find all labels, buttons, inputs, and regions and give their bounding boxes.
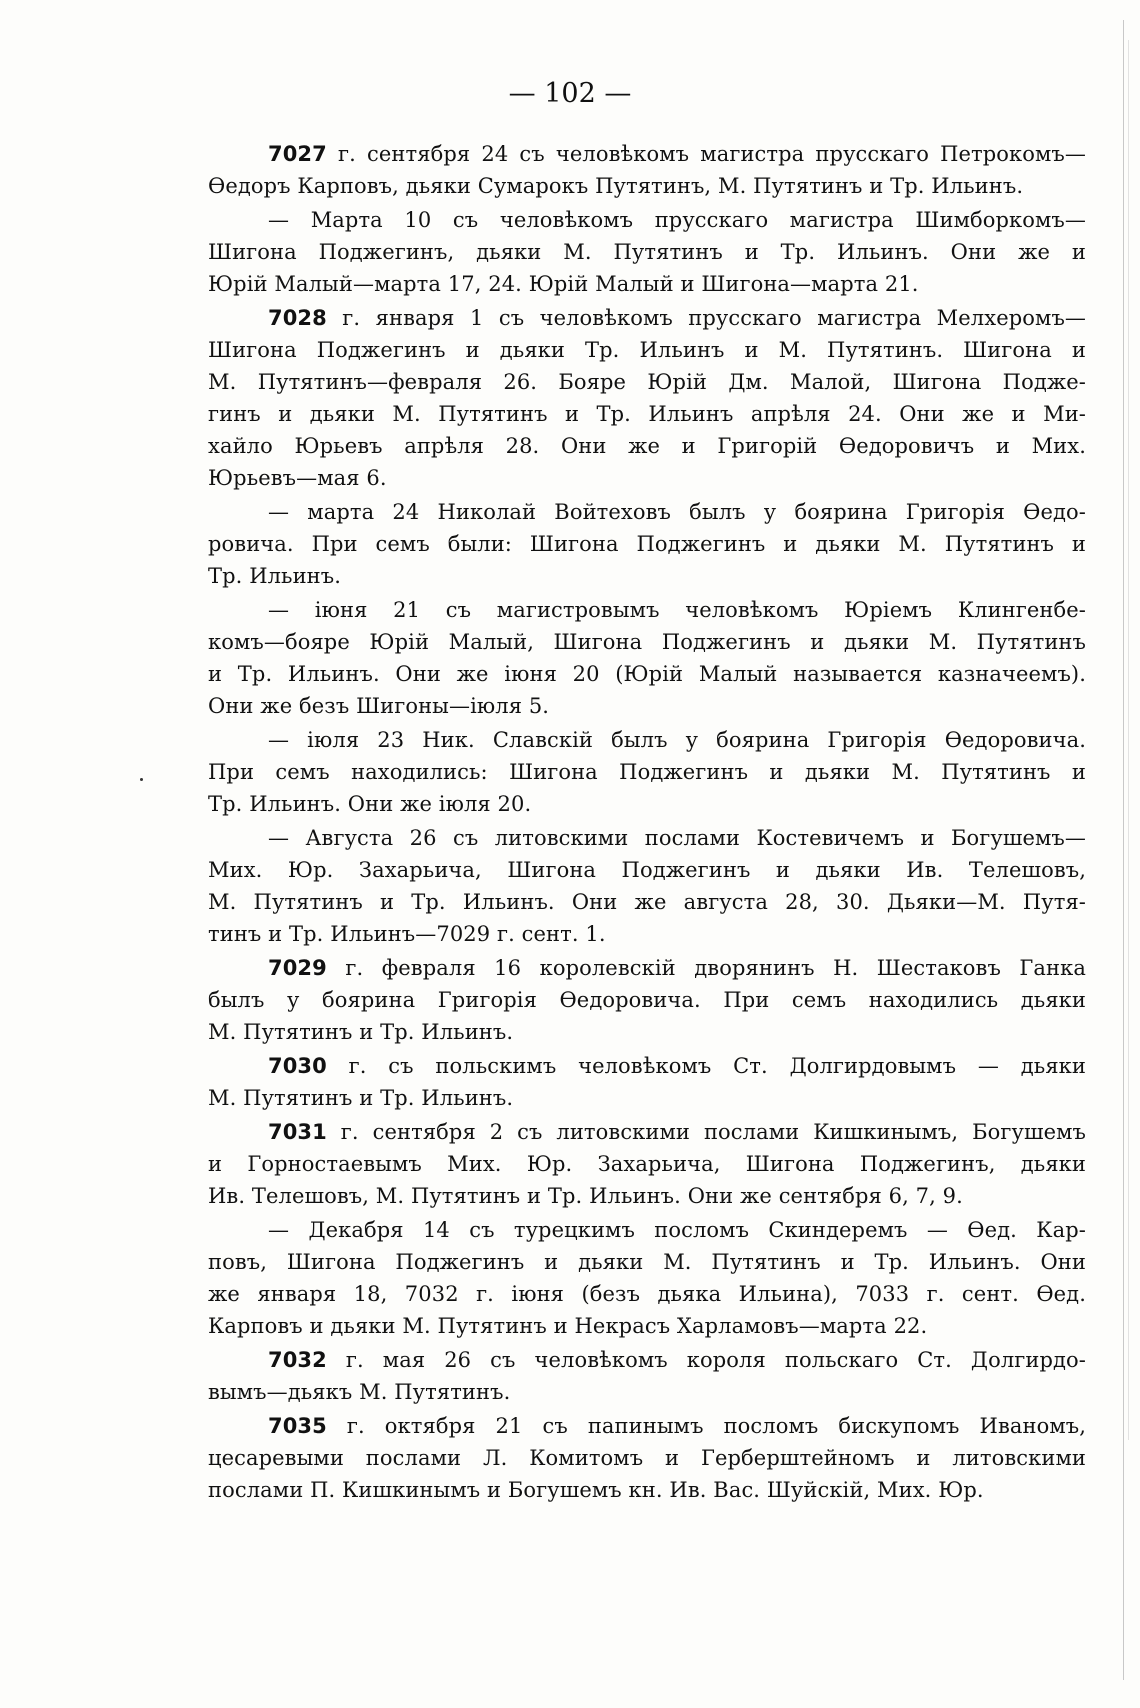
line-text: же января 18, 7032 г. іюня (безъ дьяка Ильина), 7033 г. сент. Өед. bbox=[208, 1282, 1086, 1306]
text-line bbox=[208, 788, 1086, 820]
line-text: — марта 24 Николай Войтеховъ былъ у боярина Григорія Өедо- bbox=[268, 500, 1086, 524]
text-line bbox=[208, 756, 1086, 788]
text-line bbox=[208, 886, 1086, 918]
line-text: г. съ польскимъ человѣкомъ Ст. Долгирдовымъ — дьяки bbox=[326, 1054, 1086, 1078]
scan-speck bbox=[140, 778, 143, 781]
entry-year-7031 bbox=[208, 1116, 1086, 1212]
line-text: Ив. Телешовъ, М. Путятинъ и Тр. Ильинъ. Они же сентября 6, 7, 9. bbox=[208, 1184, 963, 1208]
text-line bbox=[208, 268, 1086, 300]
text-line bbox=[208, 1214, 1086, 1246]
text-line bbox=[208, 594, 1086, 626]
page-edge-line bbox=[1123, 20, 1124, 1680]
text-line bbox=[208, 496, 1086, 528]
line-text: М. Путятинъ—февраля 26. Бояре Юрій Дм. Малой, Шигона Поджe- bbox=[208, 370, 1086, 394]
entry-continuation bbox=[208, 1214, 1086, 1342]
text-line bbox=[208, 1116, 1086, 1148]
entry-year: 7030 bbox=[268, 1054, 327, 1078]
line-text: г. сентября 2 съ литовскими послами Кишкинымъ, Богушемъ bbox=[326, 1120, 1086, 1144]
text-line bbox=[208, 430, 1086, 462]
entry-year-7028 bbox=[208, 302, 1086, 494]
line-text: — Августа 26 съ литовскими послами Костевичемъ и Богушемъ— bbox=[268, 826, 1086, 850]
entry-year-7030 bbox=[208, 1050, 1086, 1114]
line-text: Шигона Поджегинъ, дьяки М. Путятинъ и Тр. Ильинъ. Они же и bbox=[208, 240, 1086, 264]
line-text: Өедоръ Карповъ, дьяки Сумарокъ Путятинъ, М. Путятинъ и Тр. Ильинъ. bbox=[208, 174, 1024, 198]
entry-year: 7028 bbox=[268, 306, 327, 330]
line-text: Они же безъ Шигоны—іюля 5. bbox=[208, 694, 550, 718]
text-line bbox=[208, 398, 1086, 430]
line-text: повъ, Шигона Поджегинъ и дьяки М. Путятинъ и Тр. Ильинъ. Они bbox=[208, 1250, 1086, 1274]
entry-year-7027 bbox=[208, 138, 1086, 202]
text-line bbox=[208, 952, 1086, 984]
entry-year-7035 bbox=[208, 1410, 1086, 1506]
text-line bbox=[208, 984, 1086, 1016]
line-text: хайло Юрьевъ апрѣля 28. Они же и Григорій Өедоровичъ и Мих. bbox=[208, 434, 1086, 458]
text-line bbox=[208, 854, 1086, 886]
text-line bbox=[208, 528, 1086, 560]
line-text: Шигона Поджегинъ и дьяки Тр. Ильинъ и М. Путятинъ. Шигона и bbox=[208, 338, 1086, 362]
text-line bbox=[208, 1082, 1086, 1114]
text-line bbox=[208, 822, 1086, 854]
text-line bbox=[208, 1246, 1086, 1278]
line-text: вымъ—дьякъ М. Путятинъ. bbox=[208, 1380, 511, 1404]
entry-continuation bbox=[208, 724, 1086, 820]
entry-year: 7031 bbox=[268, 1120, 327, 1144]
line-text: Юрьевъ—мая 6. bbox=[208, 466, 387, 490]
line-text: г. октября 21 съ папинымъ посломъ бискупомъ Иваномъ, bbox=[326, 1414, 1086, 1438]
text-line bbox=[208, 170, 1086, 202]
line-text: былъ у боярина Григорія Өедоровича. При семъ находились дьяки bbox=[208, 988, 1086, 1012]
text-line bbox=[208, 1442, 1086, 1474]
text-line bbox=[208, 1344, 1086, 1376]
text-line bbox=[208, 334, 1086, 366]
text-line bbox=[208, 204, 1086, 236]
text-line bbox=[208, 1278, 1086, 1310]
text-line bbox=[208, 1376, 1086, 1408]
text-line bbox=[208, 1310, 1086, 1342]
entry-continuation bbox=[208, 594, 1086, 722]
page-number: — 102 — bbox=[508, 78, 632, 109]
line-text: Мих. Юр. Захарьича, Шигона Поджегинъ и дьяки Ив. Телешовъ, bbox=[208, 858, 1086, 882]
line-text: г. мая 26 съ человѣкомъ короля польскаго Ст. Долгирдо- bbox=[326, 1348, 1086, 1372]
line-text: М. Путятинъ и Тр. Ильинъ. Они же августа 28, 30. Дьяки—М. Путя- bbox=[208, 890, 1086, 914]
line-text: г. января 1 съ человѣкомъ прусскаго магистра Мелхеромъ— bbox=[326, 306, 1086, 330]
line-text: ровича. При семъ были: Шигона Поджегинъ и дьяки М. Путятинъ и bbox=[208, 532, 1086, 556]
text-line bbox=[208, 1016, 1086, 1048]
line-text: Тр. Ильинъ. Они же іюля 20. bbox=[208, 792, 532, 816]
line-text: — іюня 21 съ магистровымъ человѣкомъ Юріемъ Клингенбе- bbox=[268, 598, 1086, 622]
page-edge-line-secondary bbox=[1128, 40, 1129, 1440]
entry-year-7029 bbox=[208, 952, 1086, 1048]
line-text: и Тр. Ильинъ. Они же іюня 20 (Юрій Малый называется казначеемъ). bbox=[208, 662, 1086, 686]
text-line bbox=[208, 1050, 1086, 1082]
line-text: Тр. Ильинъ. bbox=[208, 564, 342, 588]
entry-year-7032 bbox=[208, 1344, 1086, 1408]
text-line bbox=[208, 1148, 1086, 1180]
text-line bbox=[208, 1180, 1086, 1212]
text-line bbox=[208, 658, 1086, 690]
text-line bbox=[208, 690, 1086, 722]
line-text: цесаревыми послами Л. Комитомъ и Герберштейномъ и литовскими bbox=[208, 1446, 1086, 1470]
text-line bbox=[208, 626, 1086, 658]
line-text: тинъ и Тр. Ильинъ—7029 г. сент. 1. bbox=[208, 922, 606, 946]
text-line bbox=[208, 560, 1086, 592]
entry-continuation bbox=[208, 496, 1086, 592]
line-text: и Горностаевымъ Мих. Юр. Захарьича, Шигона Поджегинъ, дьяки bbox=[208, 1152, 1086, 1176]
line-text: послами П. Кишкинымъ и Богушемъ кн. Ив. Вас. Шуйскій, Мих. Юр. bbox=[208, 1478, 984, 1502]
entry-year: 7029 bbox=[268, 956, 327, 980]
text-line bbox=[208, 236, 1086, 268]
text-line bbox=[208, 918, 1086, 950]
line-text: При семъ находились: Шигона Поджегинъ и дьяки М. Путятинъ и bbox=[208, 760, 1086, 784]
line-text: — Марта 10 съ человѣкомъ прусскаго магистра Шимборкомъ— bbox=[268, 208, 1086, 232]
line-text: гинъ и дьяки М. Путятинъ и Тр. Ильинъ апрѣля 24. Они же и Ми- bbox=[208, 402, 1086, 426]
text-line bbox=[208, 462, 1086, 494]
line-text: Юрій Малый—марта 17, 24. Юрій Малый и Шигона—марта 21. bbox=[208, 272, 919, 296]
entry-continuation bbox=[208, 204, 1086, 300]
line-text: М. Путятинъ и Тр. Ильинъ. bbox=[208, 1020, 514, 1044]
line-text: г. сентября 24 съ человѣкомъ магистра прусскаго Петрокомъ— bbox=[326, 142, 1086, 166]
text-line bbox=[208, 1474, 1086, 1506]
entry-year: 7032 bbox=[268, 1348, 327, 1372]
entry-year: 7027 bbox=[268, 142, 327, 166]
text-line bbox=[208, 302, 1086, 334]
line-text: Карповъ и дьяки М. Путятинъ и Некрасъ Харламовъ—марта 22. bbox=[208, 1314, 928, 1338]
text-line bbox=[208, 366, 1086, 398]
line-text: комъ—бояре Юрій Малый, Шигона Поджегинъ и дьяки М. Путятинъ bbox=[208, 630, 1086, 654]
text-line bbox=[208, 1410, 1086, 1442]
entry-year: 7035 bbox=[268, 1414, 327, 1438]
line-text: г. февраля 16 королевскій дворянинъ Н. Шестаковъ Ганка bbox=[326, 956, 1086, 980]
document-body bbox=[208, 138, 1086, 1508]
line-text: М. Путятинъ и Тр. Ильинъ. bbox=[208, 1086, 514, 1110]
text-line bbox=[208, 138, 1086, 170]
text-line bbox=[208, 724, 1086, 756]
line-text: — Декабря 14 съ турецкимъ посломъ Скиндеремъ — Өед. Кар- bbox=[268, 1218, 1086, 1242]
entry-continuation bbox=[208, 822, 1086, 950]
line-text: — іюля 23 Ник. Славскій былъ у боярина Григорія Өедоровича. bbox=[268, 728, 1086, 752]
